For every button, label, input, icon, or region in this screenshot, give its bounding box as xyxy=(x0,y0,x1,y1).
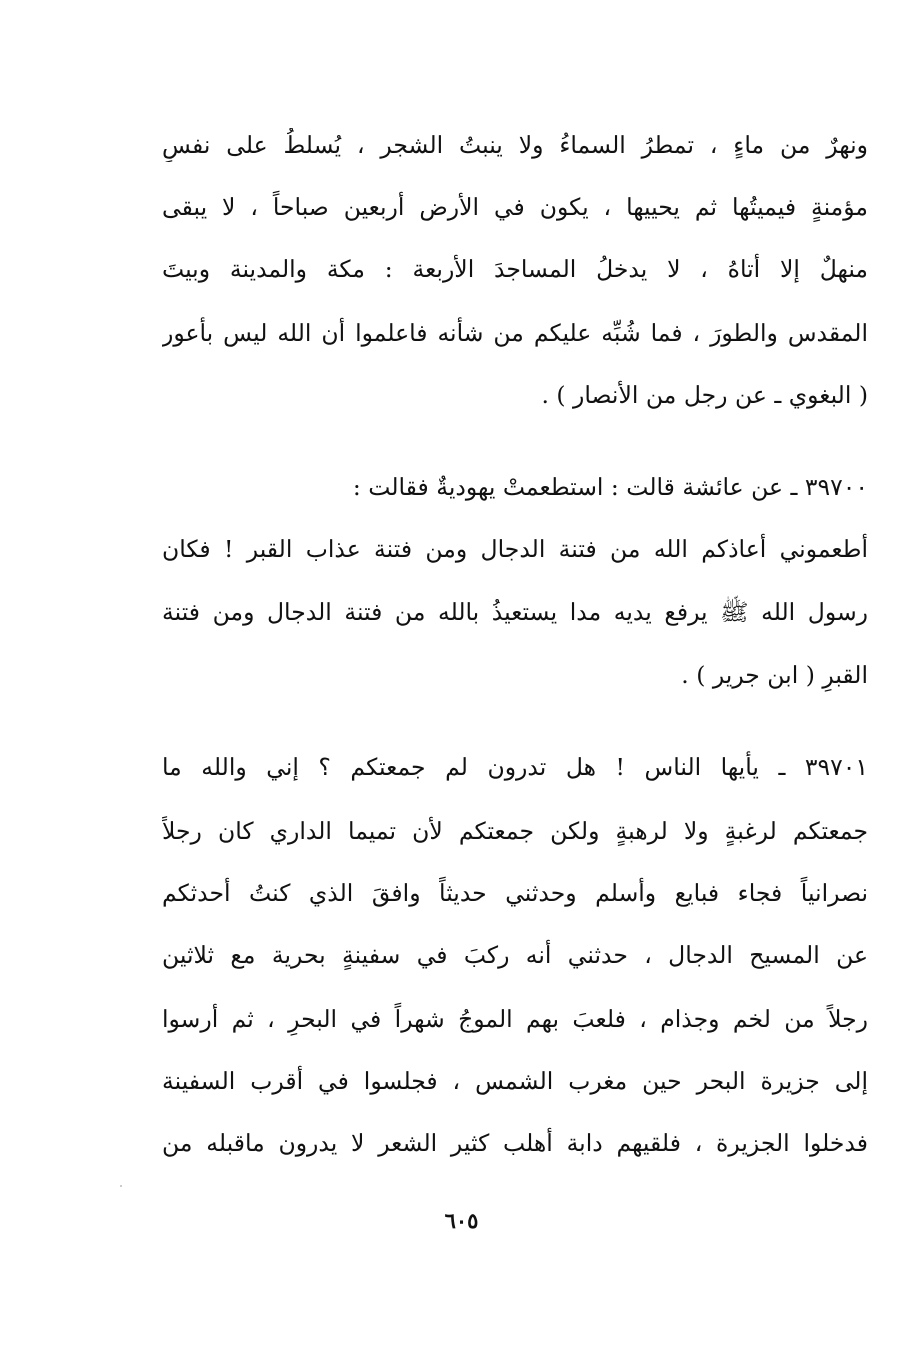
scan-speck xyxy=(120,1185,122,1187)
text-line: ونهرٌ من ماءٍ ، تمطرُ السماءُ ولا ينبتُ الشجر ، يُسلطُ على نفسٍ xyxy=(162,131,868,159)
text-line: إلى جزيرة البحر حين مغرب الشمس ، فجلسوا في أقرب السفينة xyxy=(162,1067,868,1095)
hadith-heading-line: ٣٩٧٠٠ ـ عن عائشة قالت : استطعمتْ يهوديةٌ فقالت : xyxy=(352,473,868,501)
text-line: فدخلوا الجزيرة ، فلقيهم دابة أهلب كثير الشعر لا يدرون ماقبله من xyxy=(162,1129,868,1157)
text-line: ( البغوي ـ عن رجل من الأنصار ) . xyxy=(541,381,868,409)
text-line: مؤمنةٍ فيميتُها ثم يحييها ، يكون في الأرض أربعين صباحاً ، لا يبقى xyxy=(162,193,868,221)
text-line: المقدس والطورَ ، فما شُبِّه عليكم من شأنه فاعلموا أن الله ليس بأعور xyxy=(162,319,868,347)
text-line: أطعموني أعاذكم الله من فتنة الدجال ومن فتنة عذاب القبر ! فكان xyxy=(162,535,868,563)
text-line: رسول الله ﷺ يرفع يديه مدا يستعيذُ بالله من فتنة الدجال ومن فتنة xyxy=(162,598,868,626)
text-line: القبرِ ( ابن جرير ) . xyxy=(681,661,868,689)
text-line: جمعتكم لرغبةٍ ولا لرهبةٍ ولكن جمعتكم لأن تميما الداري كان رجلاً xyxy=(162,817,868,845)
text-line: عن المسيح الدجال ، حدثني أنه ركبَ في سفينةٍ بحرية مع ثلاثين xyxy=(162,941,868,969)
page-number: ٦٠٥ xyxy=(444,1208,479,1233)
text-line: نصرانياً فجاء فبايع وأسلم وحدثني حديثاً وافقَ الذي كنتُ أحدثكم xyxy=(162,879,868,907)
text-line: رجلاً من لخم وجذام ، فلعبَ بهم الموجُ شهراً في البحرِ ، ثم أرسوا xyxy=(162,1005,868,1033)
hadith-heading-line: ٣٩٧٠١ ـ يأيها الناس ! هل تدرون لم جمعتكم ؟ إني والله ما xyxy=(162,753,868,781)
text-line: منهلٌ إلا أتاهُ ، لا يدخلُ المساجدَ الأربعة : مكة والمدينة وبيتَ xyxy=(162,255,868,283)
